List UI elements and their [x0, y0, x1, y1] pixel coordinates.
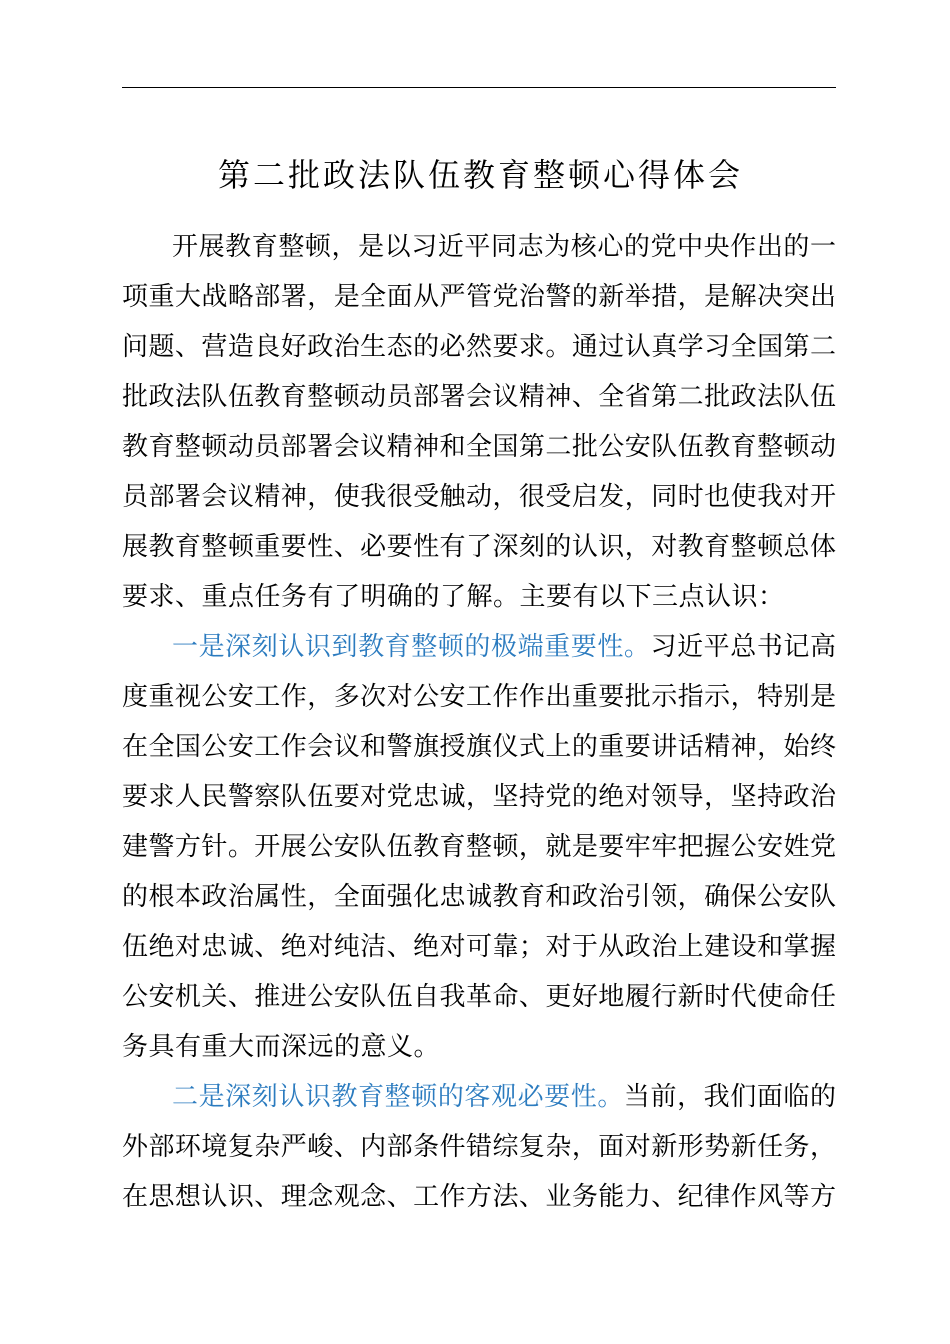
text-line	[122, 622, 836, 672]
text-line: 建警方针。开展公安队伍教育整顿，就是要牢牢把握公安姓党	[122, 832, 836, 862]
highlighted-lead-sentence: 一是深刻认识到教育整顿的极端重要性。	[172, 632, 651, 662]
text-segment: 习近平总书记高	[650, 632, 836, 662]
highlighted-lead-sentence: 二是深刻认识教育整顿的客观必要性。	[172, 1082, 624, 1112]
text-line: 公安机关、推进公安队伍自我革命、更好地履行新时代使命任	[122, 982, 836, 1012]
text-line: 员部署会议精神，使我很受触动，很受启发，同时也使我对开	[122, 482, 836, 512]
document-title: 第二批政法队伍教育整顿心得体会	[217, 156, 743, 194]
text-line: 要求人民警察队伍要对党忠诚，坚持党的绝对领导，坚持政治	[122, 782, 836, 812]
text-line: 问题、营造良好政治生态的必然要求。通过认真学习全国第二	[122, 332, 836, 362]
text-line: 伍绝对忠诚、绝对纯洁、绝对可靠；对于从政治上建设和掌握	[122, 932, 836, 962]
text-line	[122, 1072, 836, 1122]
text-line: 要求、重点任务有了明确的了解。主要有以下三点认识：	[122, 582, 785, 612]
document-body	[122, 222, 836, 1222]
text-segment: 当前，我们面临的	[623, 1082, 836, 1112]
paragraph-2	[122, 622, 836, 1072]
text-line: 在全国公安工作会议和警旗授旗仪式上的重要讲话精神，始终	[122, 732, 836, 762]
text-line: 项重大战略部署，是全面从严管党治警的新举措，是解决突出	[122, 282, 836, 312]
paragraph-3	[122, 1072, 836, 1222]
text-line: 开展教育整顿，是以习近平同志为核心的党中央作出的一	[172, 232, 836, 262]
text-line: 批政法队伍教育整顿动员部署会议精神、全省第二批政法队伍	[122, 382, 836, 412]
header-rule	[122, 87, 836, 88]
text-line: 教育整顿动员部署会议精神和全国第二批公安队伍教育整顿动	[122, 432, 836, 462]
text-line: 外部环境复杂严峻、内部条件错综复杂，面对新形势新任务，	[122, 1132, 836, 1162]
text-line: 展教育整顿重要性、必要性有了深刻的认识，对教育整顿总体	[122, 532, 836, 562]
text-line: 在思想认识、理念观念、工作方法、业务能力、纪律作风等方	[122, 1182, 836, 1212]
text-line: 务具有重大而深远的意义。	[122, 1032, 441, 1062]
paragraph-1	[122, 222, 836, 622]
text-line: 度重视公安工作，多次对公安工作作出重要批示指示，特别是	[122, 682, 836, 712]
text-line: 的根本政治属性，全面强化忠诚教育和政治引领，确保公安队	[122, 882, 836, 912]
